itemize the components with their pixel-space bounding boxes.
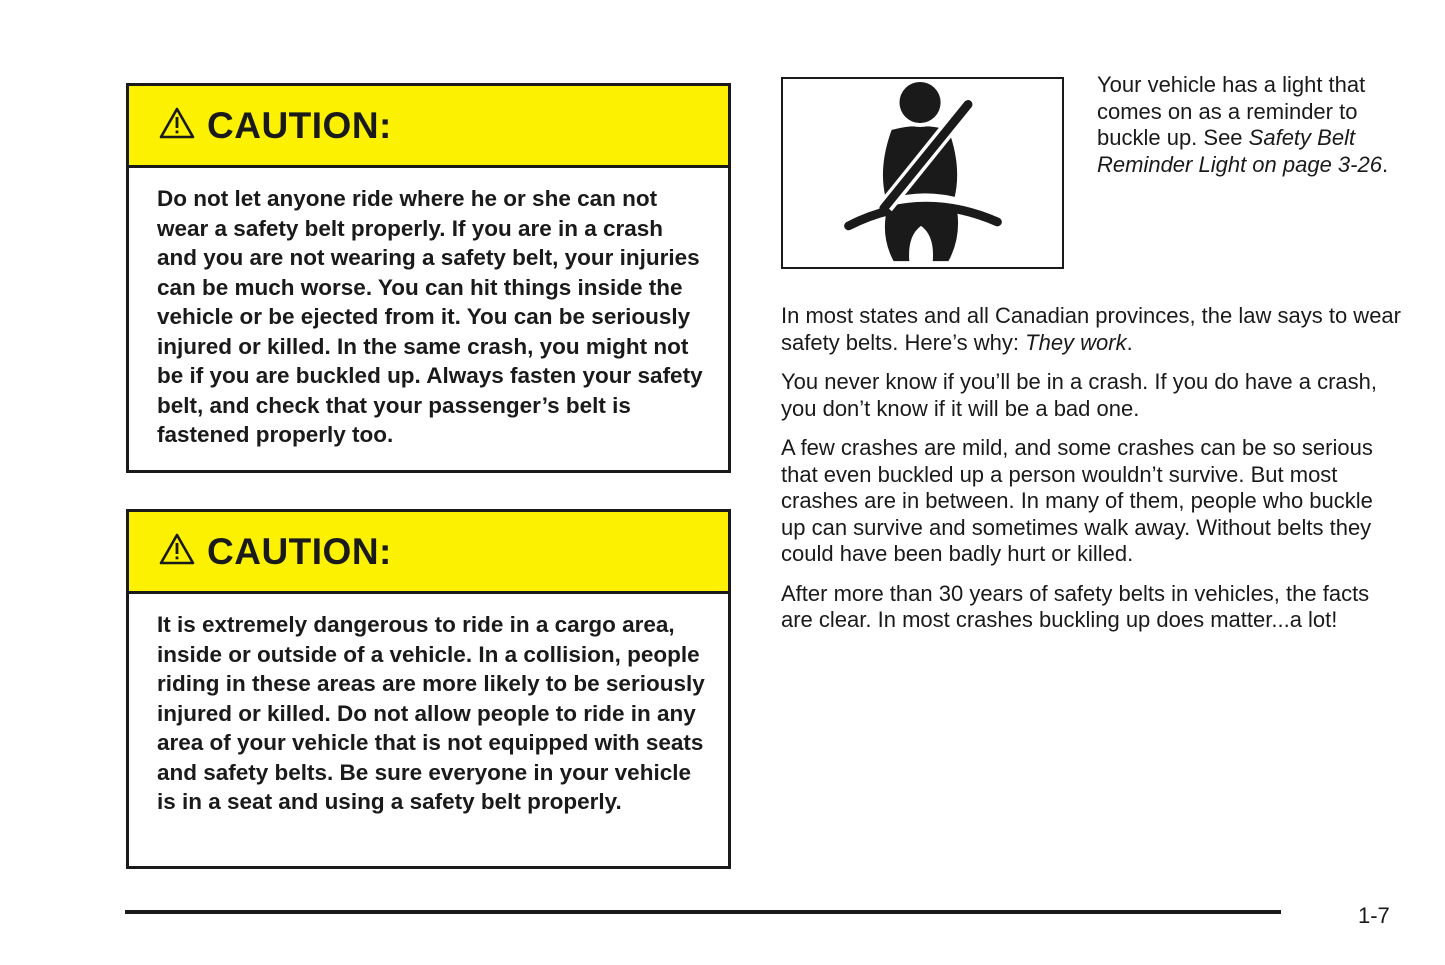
paragraph: In most states and all Canadian provinces, the law says to wear safety belts. Here’s why: They work. (781, 303, 1401, 355)
footer-rule (125, 910, 1281, 914)
warning-triangle-icon (159, 107, 195, 139)
safety-belt-reminder-icon (783, 79, 1062, 267)
reminder-text: Your vehicle has a light that comes on as a reminder to buckle up. See Safety Belt Reminder Light on page 3-26. (1097, 72, 1389, 177)
body-text (781, 303, 1401, 647)
caution-box-1 (126, 83, 731, 473)
cross-reference-link: Safety Belt Reminder Light on page 3-26 (1097, 125, 1382, 177)
warning-triangle-icon (159, 533, 195, 565)
caution-header (129, 512, 728, 594)
safety-belt-reminder-figure (781, 77, 1064, 269)
caution-title: CAUTION: (207, 104, 392, 146)
caution-title: CAUTION: (207, 530, 392, 572)
caution-box-2 (126, 509, 731, 869)
paragraph: A few crashes are mild, and some crashes can be so serious that even buckled up a person wouldn’t survive. But most crashes are in between. In many of them, people who buckle up can survive and sometimes walk away. Without belts they could have been badly hurt or killed. (781, 435, 1373, 566)
page-number: 1-7 (1358, 903, 1390, 928)
caution-text: Do not let anyone ride where he or she can not wear a safety belt properly. If you are in a crash and you are not wearing a safety belt, your injuries can be much worse. You can hit things inside the vehicle or be ejected from it. You can be seriously injured or killed. In the same crash, you might not be if you are buckled up. Always fasten your safety belt, and check that your passenger’s belt is fastened properly too. (157, 186, 703, 447)
caution-header (129, 86, 728, 168)
paragraph: After more than 30 years of safety belts in vehicles, the facts are clear. In most crashes buckling up does matter...a lot! (781, 580, 1370, 632)
paragraph: You never know if you’ll be in a crash. If you do have a crash, you don’t know if it will be a bad one. (781, 369, 1377, 421)
caution-text: It is extremely dangerous to ride in a cargo area, inside or outside of a vehicle. In a collision, people riding in these areas are more likely to be seriously injured or killed. Do not allow people to ride in any area of your vehicle that is not equipped with seats and safety belts. Be sure everyone in your vehicle is in a seat and using a safety belt properly. (157, 612, 705, 814)
